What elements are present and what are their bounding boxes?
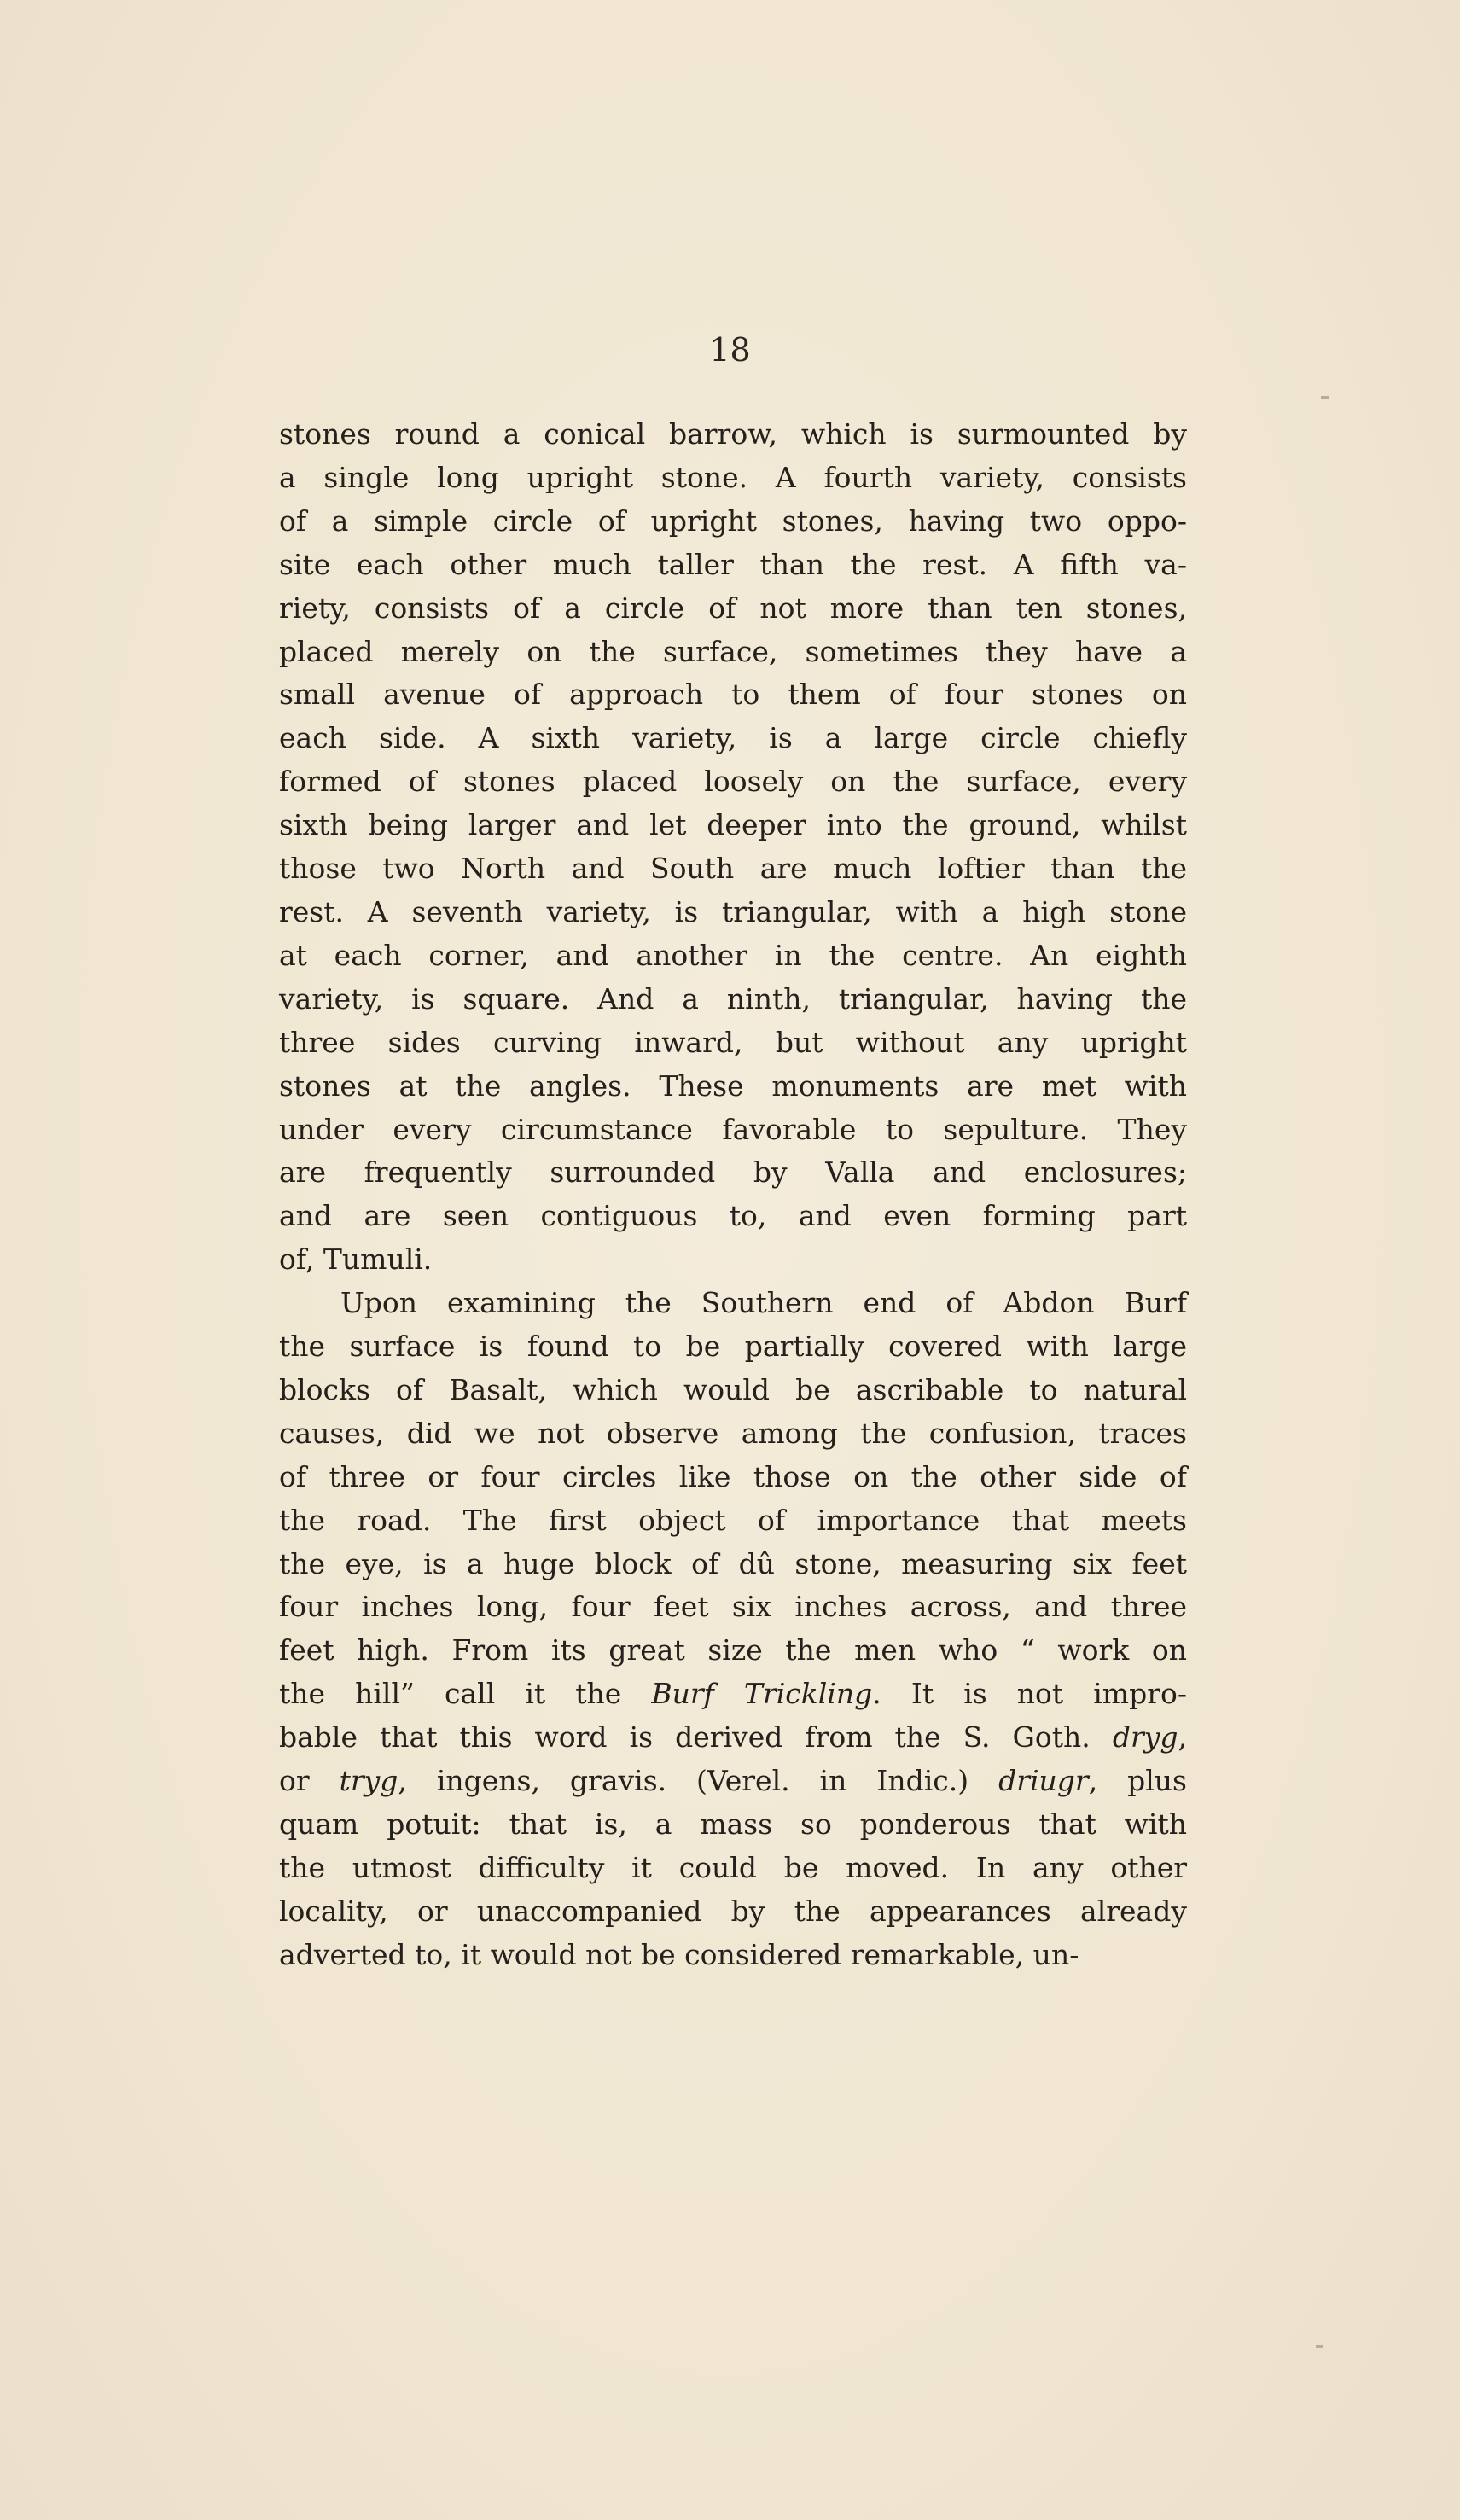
text-line: three sides curving inward, but without any upright: [279, 1025, 1187, 1059]
text-line: stones round a conical barrow, which is surmounted by: [279, 417, 1187, 451]
text-line: a single long upright stone. A fourth variety, consists: [279, 460, 1187, 494]
text-line: blocks of Basalt, which would be ascribable to natural: [279, 1372, 1187, 1406]
text-line: quam potuit: that is, a mass so ponderous that with: [279, 1807, 1187, 1841]
text-line: stones at the angles. These monuments are met with: [279, 1068, 1187, 1103]
text-line: or tryg, ingens, gravis. (Verel. in Indic.) driugr, plus: [279, 1764, 1187, 1798]
text-line: each side. A sixth variety, is a large circle chiefly: [279, 721, 1187, 755]
text-line: bable that this word is derived from the S. Goth. dryg,: [279, 1720, 1187, 1755]
text-line: variety, is square. And a ninth, triangular, having the: [279, 981, 1187, 1016]
text-line: sixth being larger and let deeper into the ground, whilst: [279, 808, 1187, 842]
paragraph-1: [279, 413, 1187, 1282]
text-line: site each other much taller than the rest. A fifth va-: [279, 547, 1187, 581]
text-line: rest. A seventh variety, is triangular, with a high stone: [279, 894, 1187, 928]
page-number: 18: [709, 331, 751, 369]
text-line: are frequently surrounded by Valla and enclosures;: [279, 1155, 1187, 1190]
text-line: Upon examining the Southern end of Abdon Burf: [340, 1286, 1187, 1320]
margin-tick-top: [1321, 396, 1329, 399]
text-line: formed of stones placed loosely on the surface, every: [279, 765, 1187, 799]
text-line: at each corner, and another in the centre. An eighth: [279, 938, 1187, 972]
text-line: under every circumstance favorable to sepulture. They: [279, 1112, 1187, 1146]
text-line: the surface is found to be partially covered with large: [279, 1330, 1187, 1364]
text-line: adverted to, it would not be considered remarkable, un-: [279, 1937, 1079, 1971]
text-line: riety, consists of a circle of not more than ten stones,: [279, 591, 1187, 625]
text-line: placed merely on the surface, sometimes they have a: [279, 634, 1187, 668]
text-line: those two North and South are much loftier than the: [279, 852, 1187, 886]
text-line: and are seen contiguous to, and even forming part: [279, 1199, 1187, 1233]
text-line: of a simple circle of upright stones, having two oppo-: [279, 503, 1187, 538]
text-line: the eye, is a huge block of dû stone, measuring six feet: [279, 1546, 1187, 1580]
text-line: feet high. From its great size the men who “ work on: [279, 1633, 1187, 1667]
paragraph-2: [279, 1282, 1187, 1977]
margin-tick-bottom: [1316, 2345, 1323, 2348]
text-line: the hill” call it the Burf Trickling. It is not impro-: [279, 1677, 1187, 1711]
text-line: the utmost difficulty it could be moved. In any other: [279, 1850, 1187, 1884]
text-line: of three or four circles like those on the other side of: [279, 1459, 1187, 1493]
text-line: causes, did we not observe among the confusion, traces: [279, 1416, 1187, 1450]
body-text: [279, 413, 1187, 1977]
text-line: four inches long, four feet six inches across, and three: [279, 1590, 1187, 1624]
text-line: small avenue of approach to them of four stones on: [279, 678, 1187, 712]
text-line: locality, or unaccompanied by the appearances already: [279, 1894, 1187, 1928]
text-line: the road. The first object of importance that meets: [279, 1503, 1187, 1537]
text-line: of, Tumuli.: [279, 1243, 433, 1277]
